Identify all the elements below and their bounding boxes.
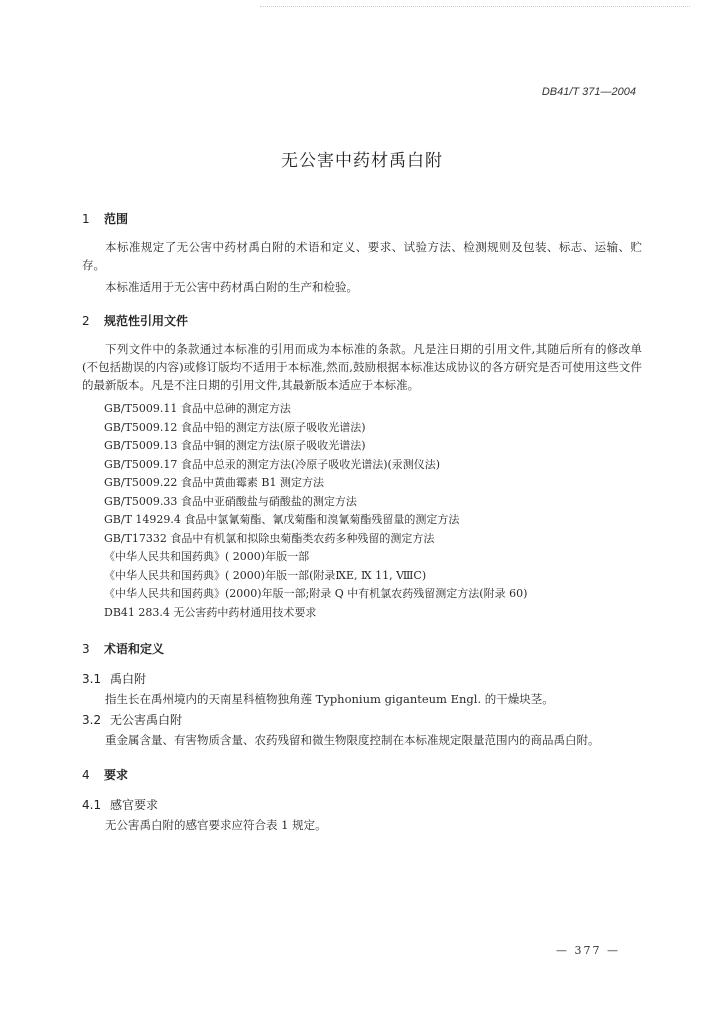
subsection-heading-sensory: [82, 796, 158, 813]
section-title: 规范性引用文件: [104, 314, 189, 328]
paragraph-definition-pollution-free: 重金属含量、有害物质含量、农药残留和微生物限度控制在本标准规定限量范围内的商品禹白附。: [105, 733, 600, 747]
subsection-number: 4.1: [82, 798, 102, 812]
reference-item: GB/T5009.22 食品中黄曲霉素 B1 测定方法: [104, 476, 324, 489]
reference-item: GB/T17332 食品中有机氯和拟除虫菊酯类农药多种残留的测定方法: [104, 531, 435, 545]
paragraph-normative-refs: 下列文件中的条款通过本标准的引用而成为本标准的条款。凡是注日期的引用文件,其随后所有的修改单(不包括勘误的内容)或修订版均不适用于本标准,然而,鼓励根据本标准达成协议的各方研究是否可使用这些文件的最新版本。凡是不注日期的引用文件,其最新版本适应于本标准。: [82, 342, 642, 392]
section-heading-requirements: [82, 766, 128, 783]
paragraph-sensory-requirements: 无公害禹白附的感官要求应符合表 1 规定。: [105, 818, 327, 832]
reference-item: 《中华人民共和国药典》(2000)年版一部;附录 Q 中有机氯农药残留测定方法(附录 60): [104, 587, 528, 600]
section-title: 要求: [104, 768, 129, 782]
subsection-heading-pollution-free: [82, 711, 182, 728]
reference-item: GB/T 14929.4 食品中氯氰菊酯、氰戊菊酯和溴氰菊酯残留量的测定方法: [104, 513, 460, 526]
document-title: 无公害中药材禹白附: [281, 151, 443, 171]
reference-item: GB/T5009.17 食品中总汞的测定方法(冷原子吸收光谱法)(汞测仪法): [104, 457, 441, 471]
reference-item: 《中华人民共和国药典》( 2000)年版一部(附录ⅨE, Ⅸ 11, ⅧC): [104, 568, 427, 582]
section-heading-terms: [82, 640, 164, 657]
paragraph-definition-yubaifu: 指生长在禹州境内的天南星科植物独角莲 Typhonium giganteum Engl. 的干燥块茎。: [105, 692, 554, 706]
section-title: 范围: [104, 212, 129, 226]
subsection-title: 感官要求: [110, 798, 159, 812]
standard-code: DB41/T 371—2004: [541, 86, 636, 98]
reference-item: GB/T5009.33 食品中亚硝酸盐与硝酸盐的测定方法: [104, 494, 357, 508]
section-heading-scope: [82, 210, 128, 227]
reference-item: GB/T5009.12 食品中铅的测定方法(原子吸收光谱法): [104, 420, 366, 434]
section-heading-normative-refs: [82, 312, 188, 329]
paragraph-scope-2: 本标准适用于无公害中药材禹白附的生产和检验。: [105, 280, 358, 294]
page-number: — 377 —: [556, 944, 620, 957]
section-number: 2: [82, 314, 90, 328]
section-number: 3: [82, 642, 90, 656]
section-number: 1: [82, 212, 90, 226]
reference-item: GB/T5009.11 食品中总砷的测定方法: [104, 402, 291, 415]
subsection-number: 3.1: [82, 672, 102, 686]
subsection-heading-yubaifu: [82, 670, 146, 687]
section-title: 术语和定义: [104, 642, 165, 656]
subsection-title: 禹白附: [110, 672, 147, 686]
reference-item: 《中华人民共和国药典》( 2000)年版一部: [104, 550, 310, 563]
reference-list: [104, 400, 527, 622]
reference-item: GB/T5009.13 食品中铜的测定方法(原子吸收光谱法): [104, 439, 366, 452]
subsection-number: 3.2: [82, 713, 102, 727]
scan-artifact-line: [260, 6, 690, 8]
section-number: 4: [82, 768, 90, 782]
paragraph-scope-1: 本标准规定了无公害中药材禹白附的术语和定义、要求、试验方法、检测规则及包装、标志、运输、贮存。: [82, 240, 642, 272]
reference-item: DB41 283.4 无公害药中药材通用技术要求: [104, 605, 317, 619]
subsection-title: 无公害禹白附: [110, 713, 183, 727]
